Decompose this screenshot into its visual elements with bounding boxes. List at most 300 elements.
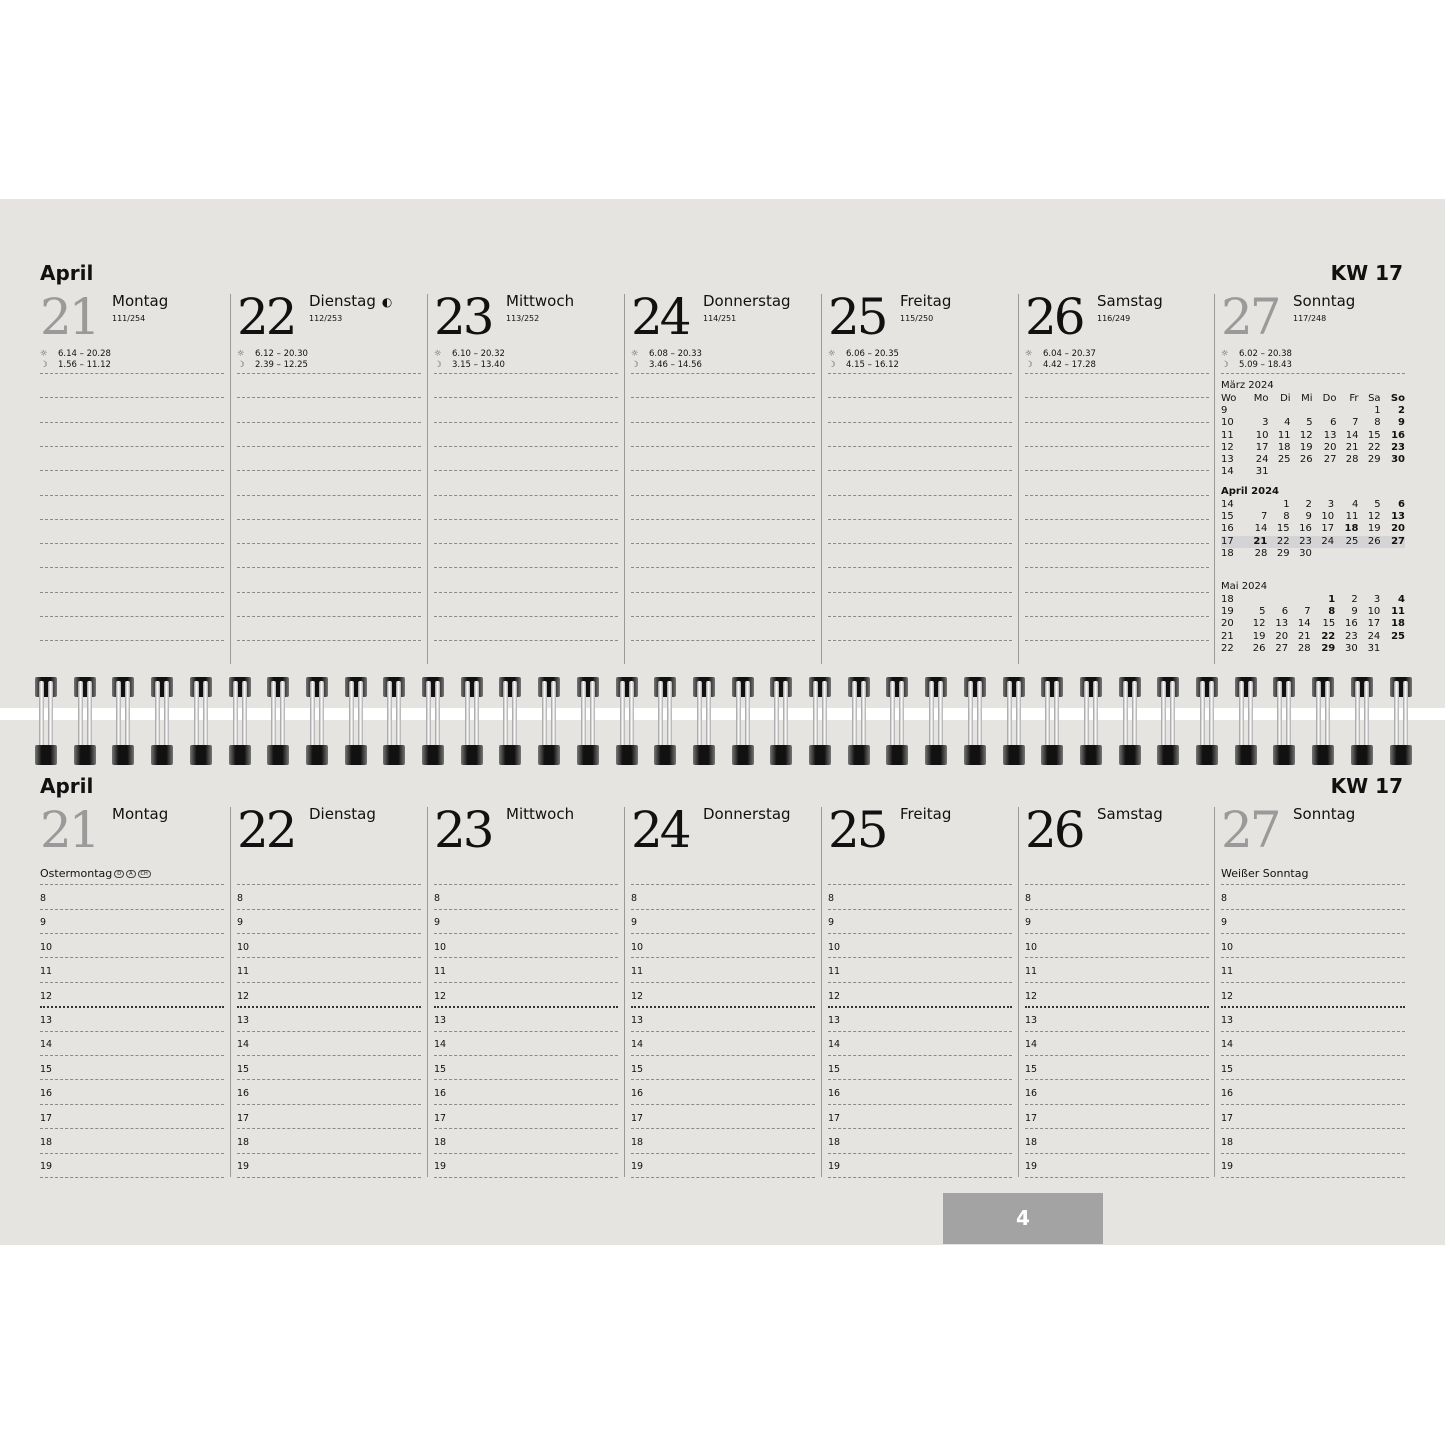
- note-line[interactable]: [434, 422, 618, 423]
- note-line[interactable]: [1221, 373, 1405, 374]
- date-cell: 11: [1277, 429, 1291, 441]
- spiral-coil: [732, 677, 754, 765]
- hour-line[interactable]: [237, 957, 421, 958]
- hour-line[interactable]: [1221, 1104, 1405, 1105]
- hour-line[interactable]: [1221, 1055, 1405, 1056]
- note-line[interactable]: [237, 470, 421, 471]
- hour-line[interactable]: [828, 1031, 1012, 1032]
- spiral-coil: [1273, 677, 1295, 765]
- day-number: 22: [237, 288, 295, 346]
- hour-line[interactable]: [40, 1006, 224, 1008]
- hour-line[interactable]: [434, 933, 618, 934]
- note-line[interactable]: [434, 592, 618, 593]
- hour-line[interactable]: [631, 1006, 815, 1008]
- note-line[interactable]: [631, 616, 815, 617]
- spiral-coil: [654, 677, 676, 765]
- spiral-coil: [1003, 677, 1025, 765]
- note-line[interactable]: [631, 397, 815, 398]
- hour-line[interactable]: [631, 1031, 815, 1032]
- hour-line[interactable]: [237, 1006, 421, 1008]
- note-line[interactable]: [40, 470, 224, 471]
- hour-line[interactable]: [40, 1128, 224, 1129]
- spiral-coil: [1041, 677, 1063, 765]
- note-line[interactable]: [237, 543, 421, 544]
- hour-line[interactable]: [434, 909, 618, 910]
- hour-label: 16: [828, 1088, 841, 1100]
- note-line[interactable]: [1025, 640, 1209, 641]
- date-cell: 15: [1276, 523, 1290, 535]
- note-line[interactable]: [1025, 592, 1209, 593]
- date-cell: 27: [1381, 536, 1405, 548]
- spiral-coil: [577, 677, 599, 765]
- hour-line[interactable]: [631, 982, 815, 983]
- day-name-text: Dienstag: [309, 292, 376, 310]
- hour-label: 12: [40, 990, 53, 1002]
- date-cell: 14: [1345, 429, 1359, 441]
- date-cell: 10: [1367, 606, 1381, 618]
- hour-line[interactable]: [237, 1104, 421, 1105]
- spiral-coil: [1235, 677, 1257, 765]
- hour-label: 13: [237, 1015, 250, 1026]
- day-count: 111/254: [112, 314, 146, 323]
- hour-line[interactable]: [1221, 1079, 1405, 1080]
- note-line[interactable]: [828, 446, 1012, 447]
- note-line[interactable]: [1025, 519, 1209, 520]
- mini-calendar-grid: [1221, 499, 1405, 560]
- note-line[interactable]: [631, 543, 815, 544]
- note-line[interactable]: [40, 640, 224, 641]
- hour-line[interactable]: [237, 1079, 421, 1080]
- hour-line[interactable]: [237, 1128, 421, 1129]
- hour-line[interactable]: [631, 1177, 815, 1178]
- moon-icon: ☽: [434, 360, 442, 370]
- hour-line[interactable]: [237, 909, 421, 910]
- hour-line[interactable]: [40, 982, 224, 983]
- hour-label: 19: [1025, 1161, 1038, 1173]
- hour-line[interactable]: [40, 1031, 224, 1032]
- day-name: [1097, 292, 1163, 310]
- note-line[interactable]: [1221, 884, 1405, 885]
- hour-line[interactable]: [1025, 1079, 1209, 1080]
- hour-line[interactable]: [40, 1055, 224, 1056]
- hour-line[interactable]: [40, 1079, 224, 1080]
- date-cell: 6: [1398, 499, 1405, 511]
- date-cell: 3: [1262, 417, 1269, 429]
- note-line[interactable]: [434, 373, 618, 374]
- spiral-coil: [306, 677, 328, 765]
- date-cell: [1291, 466, 1313, 478]
- date-cell: [1243, 594, 1266, 606]
- moonrise-moonset: [237, 360, 308, 370]
- day-name: [703, 292, 791, 310]
- hour-line[interactable]: [1025, 1128, 1209, 1129]
- note-line[interactable]: [1025, 616, 1209, 617]
- sun-icon: ☼: [237, 349, 245, 359]
- hour-line[interactable]: [1221, 1031, 1405, 1032]
- hour-line[interactable]: [1025, 933, 1209, 934]
- hour-line[interactable]: [1221, 957, 1405, 958]
- spiral-coil: [1390, 677, 1412, 765]
- hour-label: 14: [434, 1039, 447, 1051]
- note-line[interactable]: [40, 495, 224, 496]
- note-line[interactable]: [434, 519, 618, 520]
- hour-line[interactable]: [828, 1104, 1012, 1105]
- note-line[interactable]: [631, 567, 815, 568]
- note-line[interactable]: [631, 519, 815, 520]
- note-line[interactable]: [40, 422, 224, 423]
- hour-line[interactable]: [631, 1079, 815, 1080]
- hour-line[interactable]: [1025, 982, 1209, 983]
- day-number: 25: [828, 288, 886, 346]
- hour-label: 18: [40, 1137, 53, 1148]
- hour-line[interactable]: [1025, 1104, 1209, 1105]
- note-line[interactable]: [434, 446, 618, 447]
- date-cell: 15: [1322, 618, 1336, 630]
- spiral-coil: [422, 677, 444, 765]
- date-cell: [1381, 548, 1405, 560]
- hour-line[interactable]: [828, 1153, 1012, 1154]
- column-divider: [624, 807, 625, 1177]
- hour-label: 17: [631, 1112, 644, 1124]
- hour-label: 13: [828, 1015, 841, 1026]
- note-line[interactable]: [828, 422, 1012, 423]
- hour-line[interactable]: [434, 1006, 618, 1008]
- hour-line[interactable]: [1025, 1177, 1209, 1178]
- note-line[interactable]: [434, 470, 618, 471]
- date-cell: 7: [1304, 606, 1311, 618]
- mini-calendar-title: Mai 2024: [1221, 581, 1268, 592]
- day-name: Mittwoch: [506, 805, 575, 823]
- date-cell: 19: [1252, 630, 1266, 642]
- hour-line[interactable]: [40, 1104, 224, 1105]
- hour-label: 10: [237, 941, 250, 953]
- hour-label: 18: [434, 1137, 447, 1148]
- hour-line[interactable]: [40, 933, 224, 934]
- note-line[interactable]: [828, 592, 1012, 593]
- hour-line[interactable]: [1221, 933, 1405, 934]
- note-line[interactable]: [828, 470, 1012, 471]
- note-line[interactable]: [631, 640, 815, 641]
- hour-label: 9: [40, 917, 47, 929]
- mini-calendar: [1221, 486, 1405, 560]
- note-line[interactable]: [1025, 495, 1209, 496]
- note-line[interactable]: [1025, 567, 1209, 568]
- note-line[interactable]: [434, 640, 618, 641]
- note-line[interactable]: [40, 884, 224, 885]
- week-number: 10: [1221, 417, 1234, 429]
- week-number: 16: [1221, 523, 1234, 535]
- bottom-day-column: [40, 801, 224, 1177]
- note-line[interactable]: [1025, 446, 1209, 447]
- date-cell: 25: [1277, 454, 1291, 466]
- week-number: 15: [1221, 511, 1234, 523]
- note-line[interactable]: [434, 616, 618, 617]
- weekday-header: Fr: [1349, 393, 1359, 405]
- note-line[interactable]: [828, 397, 1012, 398]
- hour-line[interactable]: [237, 1055, 421, 1056]
- hour-line[interactable]: [631, 909, 815, 910]
- spiral-coil: [461, 677, 483, 765]
- note-line[interactable]: [237, 592, 421, 593]
- note-line[interactable]: [40, 373, 224, 374]
- hour-line[interactable]: [828, 909, 1012, 910]
- sun-times: 6.02 – 20.38: [1239, 349, 1292, 359]
- sun-icon: ☼: [631, 349, 639, 359]
- spiral-coil: [267, 677, 289, 765]
- date-cell: 25: [1391, 630, 1405, 642]
- hour-line[interactable]: [631, 1055, 815, 1056]
- hour-line[interactable]: [1025, 1031, 1209, 1032]
- date-cell: 15: [1367, 429, 1381, 441]
- column-divider: [821, 807, 822, 1177]
- note-line[interactable]: [828, 519, 1012, 520]
- hour-line[interactable]: [40, 957, 224, 958]
- date-cell: 20: [1391, 523, 1405, 535]
- note-line[interactable]: [631, 446, 815, 447]
- hour-line[interactable]: [237, 1153, 421, 1154]
- date-cell: 22: [1367, 441, 1381, 453]
- hour-line[interactable]: [434, 1031, 618, 1032]
- top-day-column: [434, 288, 618, 664]
- day-number: 24: [631, 288, 689, 346]
- spiral-coil: [770, 677, 792, 765]
- moon-icon: ☽: [1025, 360, 1033, 370]
- day-name: Donnerstag: [703, 805, 791, 823]
- hour-line[interactable]: [1221, 909, 1405, 910]
- hour-line[interactable]: [1221, 982, 1405, 983]
- hour-line[interactable]: [1025, 957, 1209, 958]
- date-cell: 18: [1277, 441, 1291, 453]
- hour-line[interactable]: [1025, 909, 1209, 910]
- note-line[interactable]: [1025, 422, 1209, 423]
- date-cell: [1312, 548, 1334, 560]
- hour-label: 17: [828, 1112, 841, 1124]
- spiral-coil: [383, 677, 405, 765]
- hour-line[interactable]: [828, 957, 1012, 958]
- hour-line[interactable]: [631, 933, 815, 934]
- date-cell: 27: [1275, 642, 1289, 654]
- spiral-coil: [848, 677, 870, 765]
- date-cell: 26: [1299, 454, 1313, 466]
- spiral-coil: [74, 677, 96, 765]
- hour-line[interactable]: [1025, 1006, 1209, 1008]
- hour-line[interactable]: [631, 1153, 815, 1154]
- note-line[interactable]: [237, 640, 421, 641]
- hour-line[interactable]: [828, 982, 1012, 983]
- note-line[interactable]: [828, 640, 1012, 641]
- hour-line[interactable]: [828, 1006, 1012, 1008]
- note-line[interactable]: [237, 519, 421, 520]
- hour-line[interactable]: [434, 957, 618, 958]
- note-line[interactable]: [237, 567, 421, 568]
- holiday-name: Weißer Sonntag: [1221, 867, 1309, 880]
- sun-icon: ☼: [434, 349, 442, 359]
- hour-label: 8: [1221, 893, 1228, 904]
- hour-line[interactable]: [1025, 1153, 1209, 1154]
- day-number: 23: [434, 288, 492, 346]
- hour-line[interactable]: [434, 982, 618, 983]
- date-cell: 31: [1255, 466, 1269, 478]
- hour-line[interactable]: [434, 1104, 618, 1105]
- week-number: 14: [1221, 466, 1234, 478]
- day-count: 112/253: [309, 314, 343, 323]
- hour-label: 17: [434, 1112, 447, 1124]
- note-line[interactable]: [631, 495, 815, 496]
- hour-line[interactable]: [434, 1128, 618, 1129]
- day-number: 23: [434, 801, 492, 859]
- date-cell: 24: [1255, 454, 1269, 466]
- hour-label: 17: [237, 1112, 250, 1124]
- date-cell: 3: [1327, 499, 1335, 511]
- hour-label: 9: [1025, 917, 1032, 929]
- moon-icon: ☽: [40, 360, 48, 370]
- hour-label: 14: [1221, 1039, 1234, 1051]
- note-line[interactable]: [237, 616, 421, 617]
- note-line[interactable]: [1025, 543, 1209, 544]
- note-line[interactable]: [40, 592, 224, 593]
- hour-label: 15: [1221, 1063, 1234, 1075]
- note-line[interactable]: [1025, 884, 1209, 885]
- note-line[interactable]: [434, 567, 618, 568]
- sun-times: 6.14 – 20.28: [58, 349, 111, 359]
- note-line[interactable]: [631, 422, 815, 423]
- sun-times: 6.06 – 20.35: [846, 349, 899, 359]
- hour-line[interactable]: [40, 1177, 224, 1178]
- note-line[interactable]: [40, 397, 224, 398]
- page-number: 4: [943, 1193, 1103, 1244]
- note-line[interactable]: [1025, 397, 1209, 398]
- week-number: 11: [1221, 429, 1234, 441]
- day-name: Montag: [112, 805, 169, 823]
- hour-line[interactable]: [434, 1153, 618, 1154]
- hour-line[interactable]: [1221, 1177, 1405, 1178]
- day-number: 21: [40, 288, 98, 346]
- note-line[interactable]: [1025, 470, 1209, 471]
- date-cell: 2: [1351, 594, 1358, 606]
- note-line[interactable]: [434, 397, 618, 398]
- note-line[interactable]: [237, 495, 421, 496]
- note-line[interactable]: [434, 884, 618, 885]
- column-divider: [427, 807, 428, 1177]
- spiral-coil: [112, 677, 134, 765]
- note-line[interactable]: [40, 543, 224, 544]
- note-line[interactable]: [828, 495, 1012, 496]
- hour-line[interactable]: [828, 1079, 1012, 1080]
- date-cell: [1266, 594, 1289, 606]
- note-line[interactable]: [1025, 373, 1209, 374]
- note-line[interactable]: [631, 470, 815, 471]
- note-line[interactable]: [631, 373, 815, 374]
- note-line[interactable]: [237, 884, 421, 885]
- spiral-coil: [1196, 677, 1218, 765]
- hour-line[interactable]: [434, 1177, 618, 1178]
- note-line[interactable]: [40, 567, 224, 568]
- note-line[interactable]: [434, 495, 618, 496]
- note-line[interactable]: [237, 422, 421, 423]
- region-badge: A: [126, 870, 135, 878]
- hour-line[interactable]: [1221, 1128, 1405, 1129]
- date-cell: 30: [1345, 642, 1358, 654]
- sun-times: 6.08 – 20.33: [649, 349, 702, 359]
- date-cell: 23: [1345, 630, 1358, 642]
- note-line[interactable]: [828, 567, 1012, 568]
- note-line[interactable]: [237, 373, 421, 374]
- note-line[interactable]: [40, 446, 224, 447]
- hour-line[interactable]: [40, 1153, 224, 1154]
- hour-label: 18: [1221, 1137, 1234, 1148]
- top-week-number: KW 17: [1330, 261, 1403, 285]
- note-line[interactable]: [237, 446, 421, 447]
- note-line[interactable]: [434, 543, 618, 544]
- hour-label: 14: [631, 1039, 644, 1051]
- hour-line[interactable]: [434, 1079, 618, 1080]
- week-number: 21: [1221, 630, 1234, 642]
- note-line[interactable]: [828, 543, 1012, 544]
- note-line[interactable]: [40, 519, 224, 520]
- hour-label: 9: [1221, 917, 1228, 929]
- date-cell: [1243, 499, 1267, 511]
- hour-line[interactable]: [434, 1055, 618, 1056]
- note-line[interactable]: [237, 397, 421, 398]
- date-cell: [1359, 466, 1381, 478]
- hour-line[interactable]: [828, 1128, 1012, 1129]
- region-badge: CH: [138, 870, 151, 878]
- date-cell: [1313, 405, 1337, 417]
- hour-line[interactable]: [1025, 1055, 1209, 1056]
- week-number: 12: [1221, 441, 1234, 453]
- date-cell: [1337, 466, 1359, 478]
- weekday-header: Sa: [1368, 393, 1381, 405]
- note-line[interactable]: [828, 884, 1012, 885]
- date-cell: 4: [1398, 594, 1405, 606]
- hour-label: 10: [1221, 941, 1234, 953]
- hour-line[interactable]: [40, 909, 224, 910]
- note-line[interactable]: [828, 616, 1012, 617]
- hour-line[interactable]: [237, 933, 421, 934]
- hour-line[interactable]: [1221, 1006, 1405, 1008]
- note-line[interactable]: [828, 373, 1012, 374]
- date-cell: 16: [1299, 523, 1312, 535]
- hour-line[interactable]: [631, 1104, 815, 1105]
- hour-line[interactable]: [237, 1177, 421, 1178]
- note-line[interactable]: [40, 616, 224, 617]
- day-number: 26: [1025, 288, 1083, 346]
- hour-line[interactable]: [237, 1031, 421, 1032]
- hour-label: 11: [631, 966, 644, 978]
- date-cell: [1380, 643, 1405, 655]
- day-name-text: Mittwoch: [506, 292, 575, 310]
- hour-label: 8: [828, 893, 835, 904]
- note-line[interactable]: [631, 592, 815, 593]
- hour-label: 8: [631, 893, 638, 904]
- spiral-coil: [190, 677, 212, 765]
- hour-line[interactable]: [631, 957, 815, 958]
- hour-label: 8: [1025, 893, 1032, 904]
- hour-line[interactable]: [828, 1055, 1012, 1056]
- hour-line[interactable]: [828, 1177, 1012, 1178]
- date-cell: 1: [1283, 499, 1290, 511]
- hour-label: 18: [828, 1137, 841, 1148]
- hour-line[interactable]: [1221, 1153, 1405, 1154]
- hour-line[interactable]: [828, 933, 1012, 934]
- hour-line[interactable]: [631, 1128, 815, 1129]
- note-line[interactable]: [631, 884, 815, 885]
- moonrise-moonset: [1025, 360, 1096, 370]
- hour-line[interactable]: [237, 982, 421, 983]
- moon-times: 3.46 – 14.56: [649, 360, 702, 370]
- spiral-coil: [538, 677, 560, 765]
- day-count: 115/250: [900, 314, 934, 323]
